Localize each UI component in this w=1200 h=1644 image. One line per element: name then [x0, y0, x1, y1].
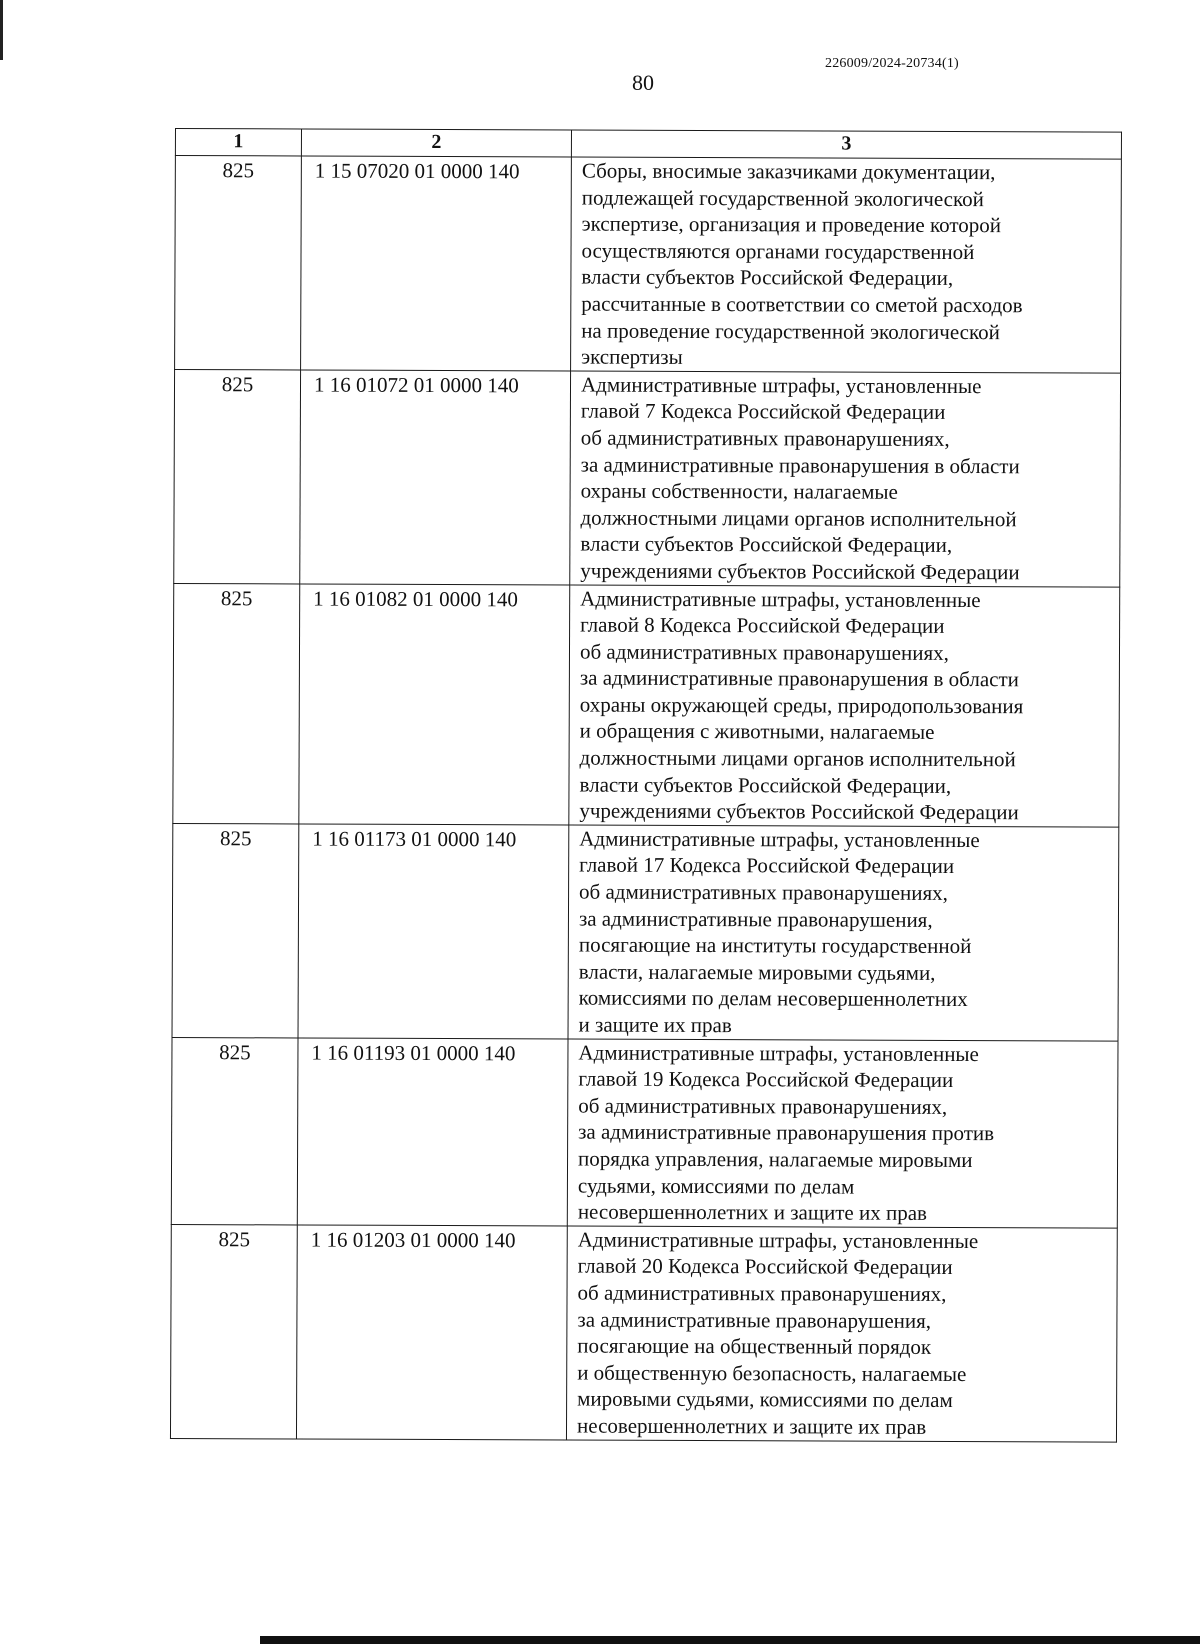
- description-line: главой 19 Кодекса Российской Федерации: [578, 1066, 954, 1093]
- description-line: учреждениями субъектов Российской Федерации: [579, 798, 1019, 825]
- budget-classification-code-cell: 1 16 01173 01 0000 140: [298, 824, 569, 1039]
- description-line: за административные правонарушения,: [578, 906, 933, 932]
- table-row: [170, 1224, 1117, 1441]
- column-header-2: 2: [301, 129, 571, 157]
- budget-classification-code-cell: 1 16 01203 01 0000 140: [296, 1225, 567, 1440]
- description-line: об административных правонарушениях,: [578, 1093, 948, 1119]
- description-line: власти, налагаемые мировыми судьями,: [578, 959, 936, 985]
- admin-code-cell: 825: [174, 369, 301, 583]
- budget-classification-code-cell: 1 15 07020 01 0000 140: [301, 156, 572, 371]
- description-line: Административные штрафы, установленные: [580, 372, 982, 398]
- scan-bottom-band: [260, 1636, 1200, 1644]
- admin-code-cell: 825: [173, 583, 300, 824]
- description-line: охраны окружающей среды, природопользования: [579, 692, 1024, 719]
- revenue-description-cell: [570, 371, 1121, 587]
- description-line: осуществляются органами государственной: [581, 238, 975, 264]
- description-line: и общественную безопасность, налагаемые: [577, 1360, 967, 1386]
- admin-code-cell: 825: [171, 1037, 298, 1225]
- description-line: за административные правонарушения в области: [580, 452, 1020, 478]
- revenue-description-cell: [567, 1039, 1118, 1228]
- table-header-row: [175, 129, 1121, 160]
- description-line: рассчитанные в соответствии со сметой расходов: [581, 291, 1023, 318]
- column-header-1: 1: [175, 129, 301, 156]
- revenue-description-cell: [568, 825, 1119, 1041]
- description-line: мировыми судьями, комиссиями по делам: [577, 1386, 953, 1413]
- description-line: посягающие на общественный порядок: [577, 1333, 932, 1360]
- revenue-description-cell: [571, 157, 1122, 373]
- description-line: Административные штрафы, установленные: [579, 826, 980, 852]
- admin-code-cell: 825: [172, 823, 299, 1037]
- description-line: несовершеннолетних и защите их прав: [577, 1199, 928, 1226]
- description-line: и обращения с животными, налагаемые: [579, 719, 935, 745]
- table-body: [170, 156, 1121, 1442]
- page-number: 80: [632, 70, 654, 95]
- budget-codes-table: [170, 128, 1122, 1442]
- description-line: и защите их прав: [578, 1012, 732, 1038]
- description-line: за административные правонарушения,: [577, 1307, 932, 1333]
- description-line: должностными лицами органов исполнительной: [580, 505, 1017, 531]
- revenue-description-cell: [566, 1226, 1117, 1442]
- table-row: [172, 823, 1119, 1040]
- description-line: главой 20 Кодекса Российской Федерации: [577, 1253, 953, 1280]
- description-line: власти субъектов Российской Федерации,: [581, 264, 954, 291]
- description-line: экспертизы: [581, 344, 683, 370]
- description-line: главой 17 Кодекса Российской Федерации: [579, 852, 955, 879]
- description-line: об административных правонарушениях,: [577, 1280, 947, 1306]
- description-line: Административные штрафы, установленные: [578, 1040, 979, 1066]
- admin-code-cell: 825: [170, 1224, 297, 1438]
- description-line: власти субъектов Российской Федерации,: [579, 772, 952, 798]
- description-line: об административных правонарушениях,: [579, 639, 949, 665]
- revenue-description-cell: [569, 585, 1120, 827]
- description-line: об административных правонарушениях,: [579, 879, 949, 906]
- description-line: на проведение государственной экологической: [581, 318, 1000, 344]
- document-id: 226009/2024-20734(1): [825, 56, 959, 71]
- description-line: Административные штрафы, установленные: [577, 1227, 979, 1253]
- description-line: судьями, комиссиями по делам: [577, 1173, 855, 1199]
- description-line: комиссиями по делам несовершеннолетних: [578, 985, 968, 1012]
- description-line: учреждениями субъектов Российской Федерации: [580, 558, 1020, 585]
- table-row: [174, 369, 1121, 586]
- scan-edge-mark: [0, 0, 3, 60]
- budget-classification-code-cell: 1 16 01193 01 0000 140: [297, 1038, 568, 1226]
- description-line: об административных правонарушениях,: [580, 425, 950, 451]
- table-row: [175, 156, 1122, 373]
- description-line: порядка управления, налагаемые мировыми: [578, 1146, 973, 1173]
- description-line: должностными лицами органов исполнительной: [579, 745, 1016, 772]
- budget-classification-code-cell: 1 16 01072 01 0000 140: [300, 370, 571, 585]
- admin-code-cell: 825: [175, 156, 302, 370]
- description-line: главой 7 Кодекса Российской Федерации: [580, 398, 946, 425]
- description-line: за административные правонарушения в области: [579, 665, 1019, 692]
- description-line: Административные штрафы, установленные: [580, 586, 981, 612]
- description-line: главой 8 Кодекса Российской Федерации: [580, 612, 945, 639]
- description-line: несовершеннолетних и защите их прав: [576, 1413, 927, 1439]
- table-row: [173, 583, 1120, 827]
- description-line: за административные правонарушения против: [578, 1119, 995, 1146]
- description-line: подлежащей государственной экологической: [581, 185, 984, 211]
- description-line: охраны собственности, налагаемые: [580, 478, 898, 504]
- description-line: власти субъектов Российской Федерации,: [580, 531, 953, 558]
- table-row: [171, 1037, 1118, 1228]
- description-line: экспертизе, организация и проведение которой: [581, 211, 1002, 238]
- column-header-3: 3: [571, 130, 1121, 159]
- description-line: Сборы, вносимые заказчиками документации,: [581, 158, 996, 185]
- budget-classification-code-cell: 1 16 01082 01 0000 140: [299, 583, 570, 824]
- description-line: посягающие на институты государственной: [578, 932, 972, 959]
